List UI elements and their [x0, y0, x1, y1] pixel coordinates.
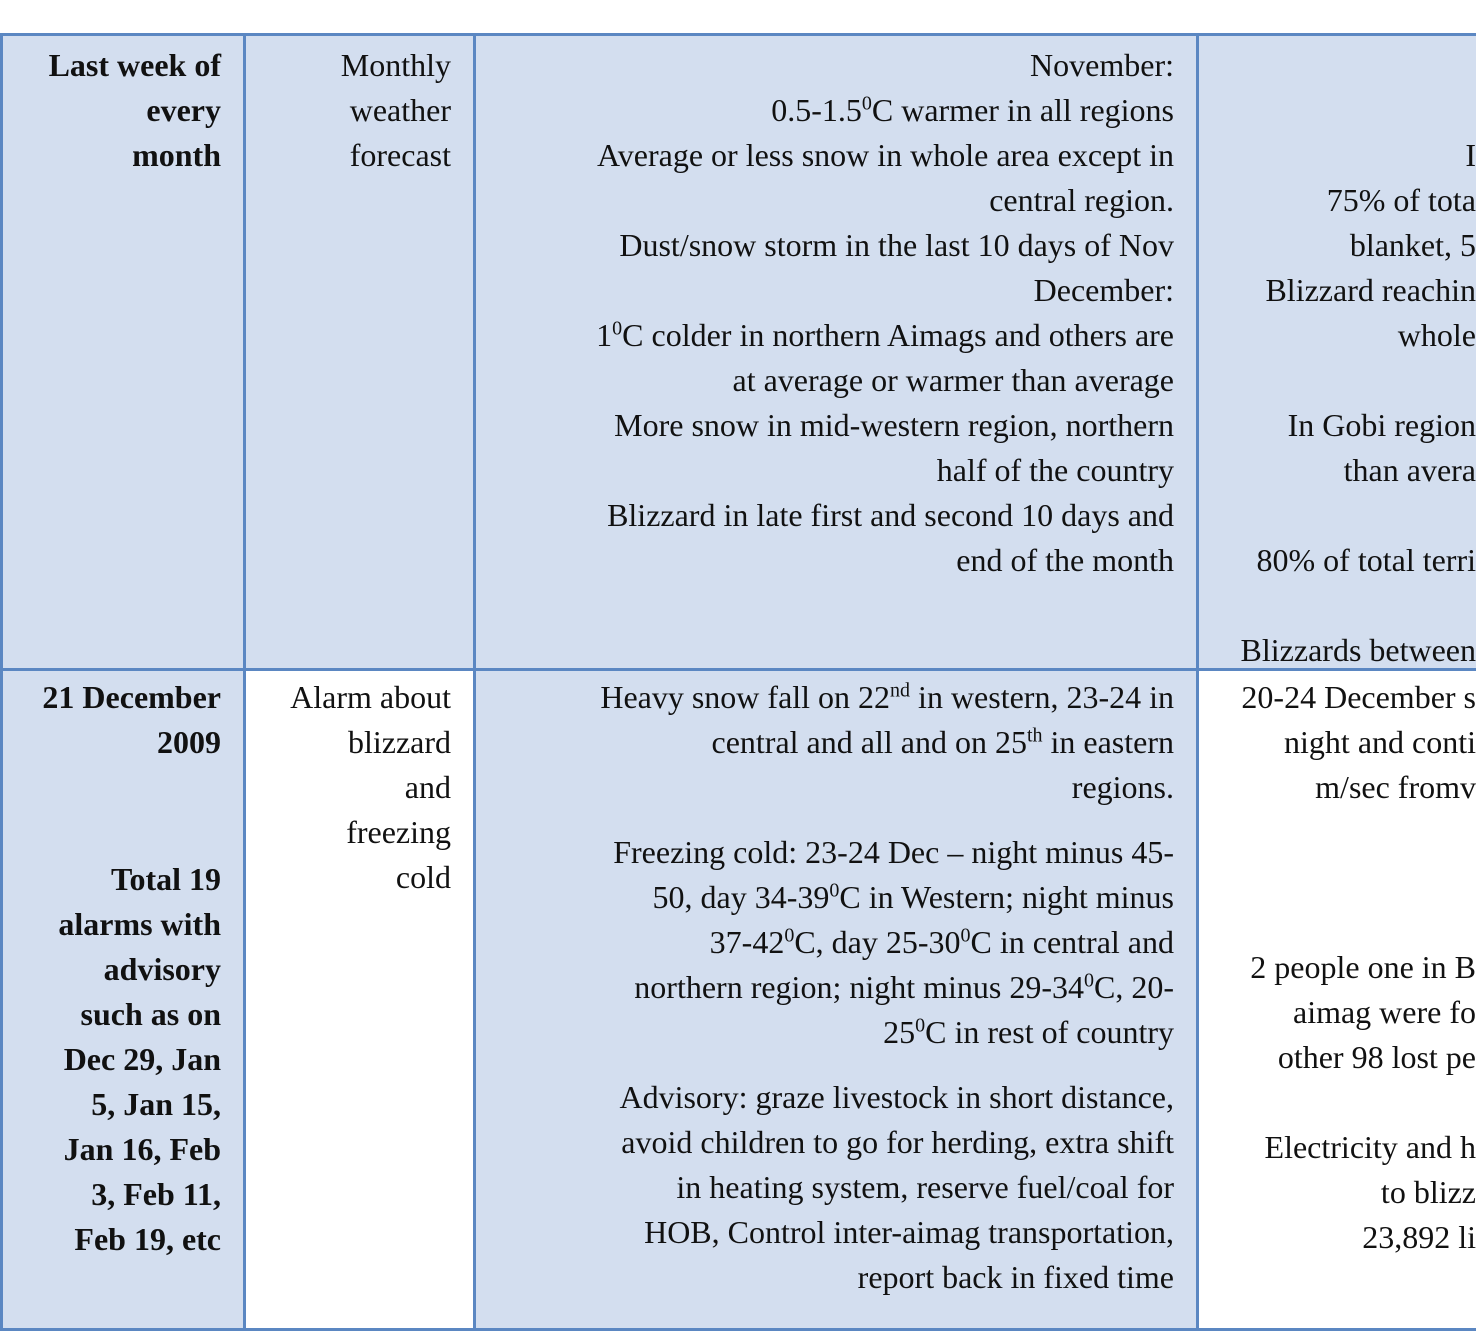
text-line: other 98 lost pe — [1277, 1039, 1476, 1075]
text-line: whole — [1397, 317, 1476, 353]
column-border — [1196, 36, 1199, 1328]
forecast-line: Dust/snow storm in the last 10 days of Nov — [619, 227, 1174, 263]
text-line — [1199, 1080, 1476, 1125]
text-line: 3, Feb 11, — [91, 1176, 221, 1212]
text-line: Feb 19, etc — [74, 1221, 221, 1257]
column-border — [0, 36, 3, 1328]
forecast-heading: December: — [1033, 272, 1174, 308]
forecast-line: northern region; night minus $29-34^0C$, 20- — [634, 969, 1174, 1005]
forecast-line: end of the month — [956, 542, 1174, 578]
row2-forecast-cell — [476, 671, 1196, 1328]
text-line: 75% of tota — [1326, 182, 1476, 218]
text-line: I — [1465, 137, 1476, 173]
text-line — [1199, 493, 1476, 538]
text-line: 23,892 li — [1362, 1219, 1476, 1255]
forecast-line: $0.5-1.5^0C$ warmer in all regions — [771, 92, 1174, 128]
forecast-line: 50, day $34-39^0C$ in Western; night minus — [652, 879, 1174, 915]
forecast-line: Blizzard in late first and second 10 days and — [607, 497, 1174, 533]
date-text: Last week of — [48, 47, 221, 83]
forecast-line: at average or warmer than average — [732, 362, 1174, 398]
text-line: Total 19 — [111, 861, 221, 897]
row2-actual-cell — [1199, 671, 1476, 1328]
forecast-line: regions. — [1071, 769, 1174, 805]
type-text: blizzard — [347, 724, 451, 760]
row1-actual-cell — [1199, 36, 1476, 668]
type-text: freezing — [346, 814, 451, 850]
row1-forecast-cell — [476, 36, 1196, 668]
text-line: 20-24 December s — [1241, 679, 1476, 715]
row-border — [0, 668, 1476, 671]
forecast-line: Freezing cold: 23-24 Dec – night minus 45- — [613, 834, 1174, 870]
text-line: night and conti — [1284, 724, 1476, 760]
text-line: Blizzard reachin — [1265, 272, 1476, 308]
weather-alert-table — [0, 33, 1476, 1331]
forecast-heading: November: — [1030, 47, 1174, 83]
text-line: alarms with — [58, 906, 221, 942]
text-line — [1199, 88, 1476, 133]
text-line: report back in fixed time — [857, 1259, 1174, 1295]
row2-type-cell — [246, 671, 473, 1328]
text-line: such as on — [80, 996, 221, 1032]
date-text: 2009 — [157, 724, 221, 760]
type-text: and — [404, 769, 451, 805]
column-border — [243, 36, 246, 1328]
text-line: m/sec fromv — [1315, 769, 1476, 805]
text-line: 80% of total terri — [1256, 542, 1476, 578]
text-line — [1199, 810, 1476, 855]
text-line: Electricity and h — [1264, 1129, 1476, 1165]
text-line — [1199, 583, 1476, 628]
text-line — [1199, 358, 1476, 403]
type-text: cold — [395, 859, 451, 895]
date-text: every — [146, 92, 221, 128]
text-line — [1199, 43, 1476, 88]
text-line: Dec 29, Jan — [63, 1041, 221, 1077]
type-text: Monthly — [340, 47, 451, 83]
text-line: 5, Jan 15, — [91, 1086, 221, 1122]
text-line: Blizzards between — [1240, 632, 1476, 668]
text-line: to blizz — [1380, 1174, 1476, 1210]
text-line: HOB, Control inter-aimag transportation, — [644, 1214, 1174, 1250]
forecast-line: $25^0C$ in rest of country — [883, 1014, 1174, 1050]
forecast-line: Average or less snow in whole area except in — [597, 137, 1174, 173]
column-border — [473, 36, 476, 1328]
text-line: Jan 16, Feb — [63, 1131, 221, 1167]
forecast-line: $37-42^0C$, day $25-30^0C$ in central and — [709, 924, 1174, 960]
forecast-line: central and all and on 25th in eastern — [711, 724, 1174, 760]
text-line: in heating system, reserve fuel/coal for — [676, 1169, 1174, 1205]
row1-date-cell — [3, 36, 243, 668]
row2-date-cell — [3, 671, 243, 1328]
forecast-line: More snow in mid-western region, northern — [614, 407, 1174, 443]
forecast-line: half of the country — [936, 452, 1174, 488]
text-line: aimag were fo — [1292, 994, 1476, 1030]
text-line: In Gobi region — [1287, 407, 1476, 443]
date-text: 21 December — [42, 679, 221, 715]
text-line — [1199, 900, 1476, 945]
text-line: than avera — [1343, 452, 1476, 488]
type-text: weather — [349, 92, 451, 128]
text-line: avoid children to go for herding, extra shift — [621, 1124, 1174, 1160]
text-line: Advisory: graze livestock in short distance, — [619, 1079, 1174, 1115]
row1-type-cell — [246, 36, 473, 668]
forecast-line: central region. — [989, 182, 1174, 218]
type-text: Alarm about — [290, 679, 451, 715]
forecast-line: Heavy snow fall on 22nd in western, 23-24 in — [600, 679, 1174, 715]
text-line: advisory — [103, 951, 221, 987]
text-line — [1199, 855, 1476, 900]
forecast-line: $1^0C$ colder in northern Aimags and others are — [596, 317, 1174, 353]
text-line: 2 people one in B — [1250, 949, 1476, 985]
date-text: month — [132, 137, 221, 173]
text-line: blanket, 5 — [1349, 227, 1476, 263]
type-text: forecast — [349, 137, 451, 173]
